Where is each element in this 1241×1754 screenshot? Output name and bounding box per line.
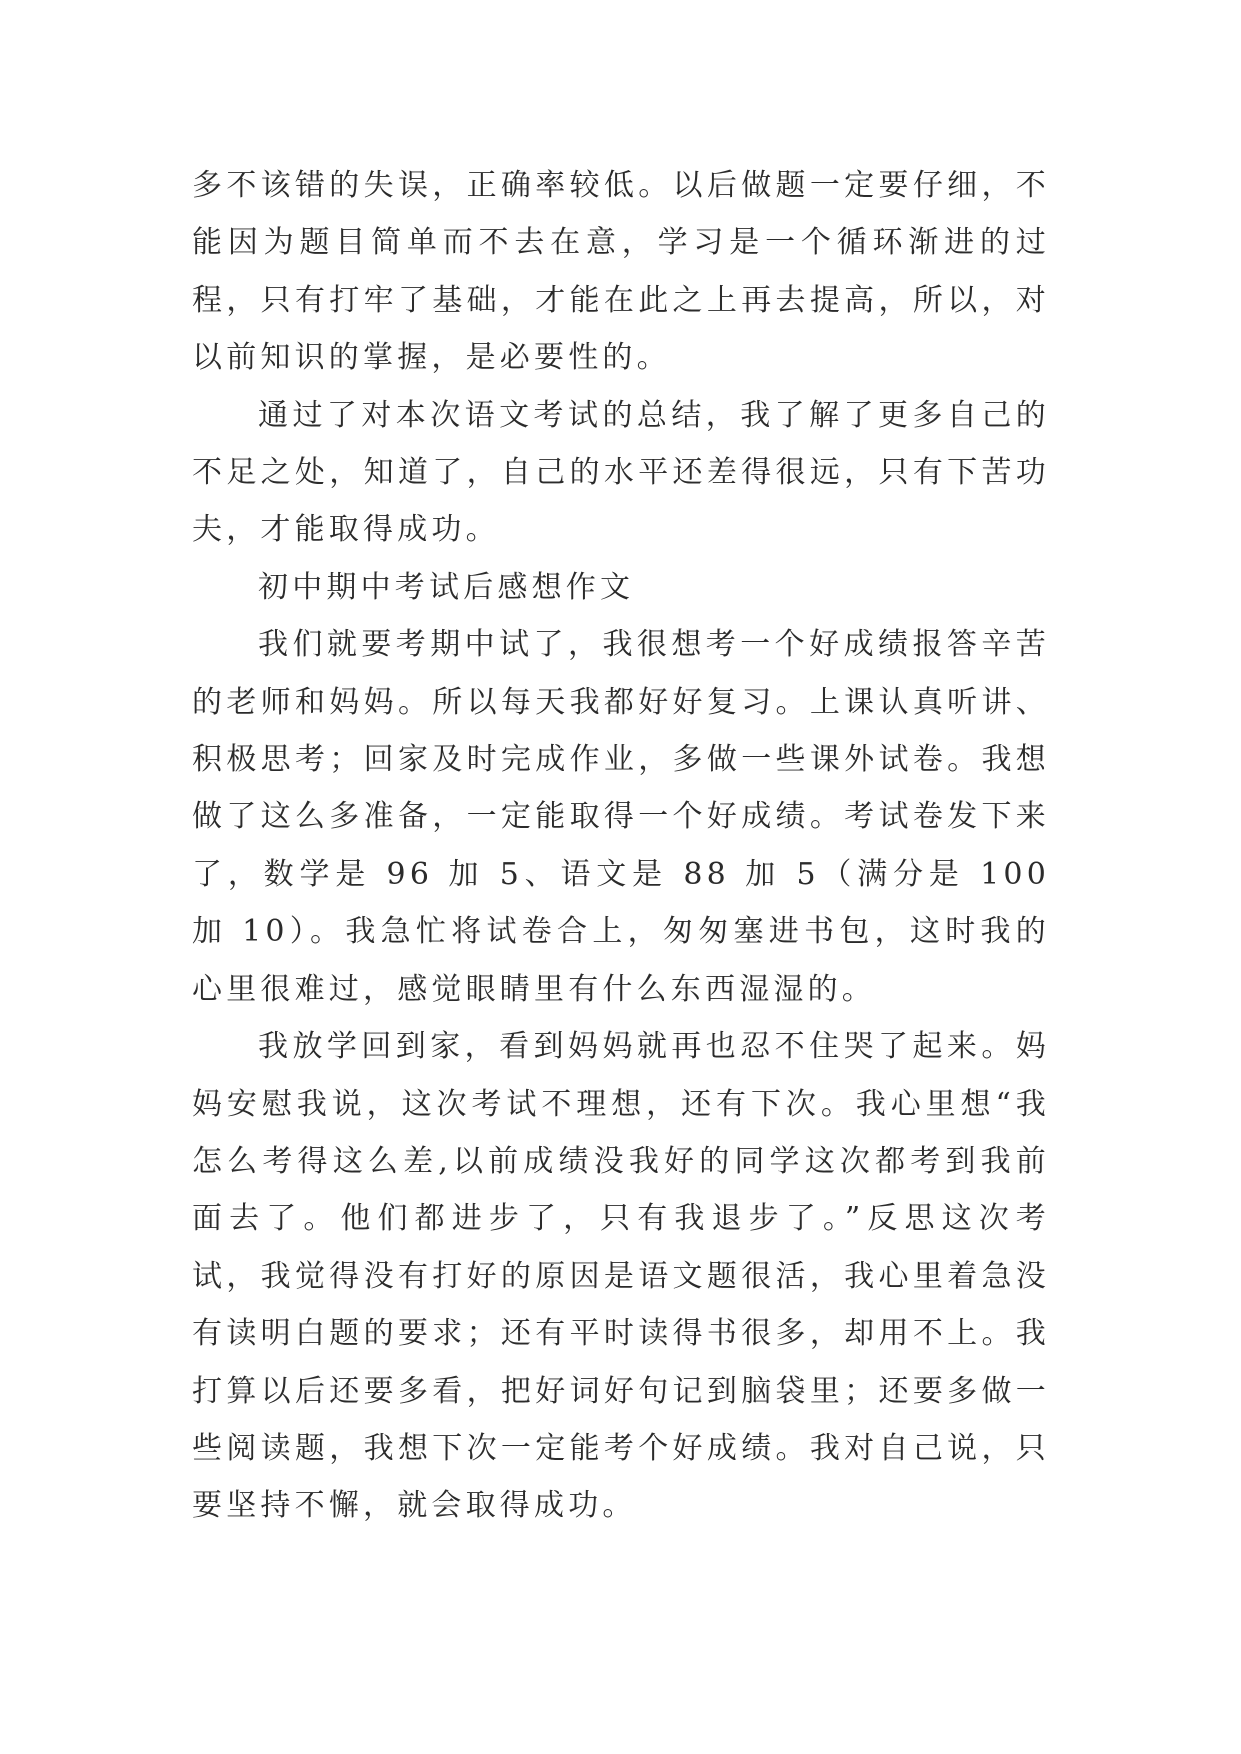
paragraph-reflection: 我放学回到家，看到妈妈就再也忍不住哭了起来。妈妈安慰我说，这次考试不理想，还有下次。我心里想“我怎么考得这么差,以前成绩没我好的同学这次都考到我前面去了。他们都进步了，只有我退步了。”反思这次考试，我觉得没有打好的原因是语文题很活，我心里着急没有读明白题的要求；还有平时读得书很多，却用不上。我打算以后还要多看，把好词好句记到脑袋里；还要多做一些阅读题，我想下次一定能考个好成绩。我对自己说，只要坚持不懈，就会取得成功。: [192, 1029, 1050, 1524]
essay-title: 初中期中考试后感想作文: [258, 569, 635, 605]
paragraph-exam: 我们就要考期中试了，我很想考一个好成绩报答辛苦的老师和妈妈。所以每天我都好好复习。上课认真听讲、积极思考；回家及时完成作业，多做一些课外试卷。我想做了这么多准备，一定能取得一个好成绩。考试卷发下来了，数学是 96 加 5、语文是 88 加 5（满分是 100 加 10）。我急忙将试卷合上，匆匆塞进书包，这时我的心里很难过，感觉眼睛里有什么东西湿湿的。: [192, 627, 1050, 1007]
paragraph-continuation: 多不该错的失误，正确率较低。以后做题一定要仔细，不能因为题目简单而不去在意，学习是一个循环渐进的过程，只有打牢了基础，才能在此之上再去提高，所以，对以前知识的掌握，是必要性的。: [192, 168, 1050, 376]
paragraph-summary: 通过了对本次语文考试的总结，我了解了更多自己的不足之处，知道了，自己的水平还差得很远，只有下苦功夫，才能取得成功。: [192, 397, 1050, 548]
document-body: [192, 157, 1050, 1535]
